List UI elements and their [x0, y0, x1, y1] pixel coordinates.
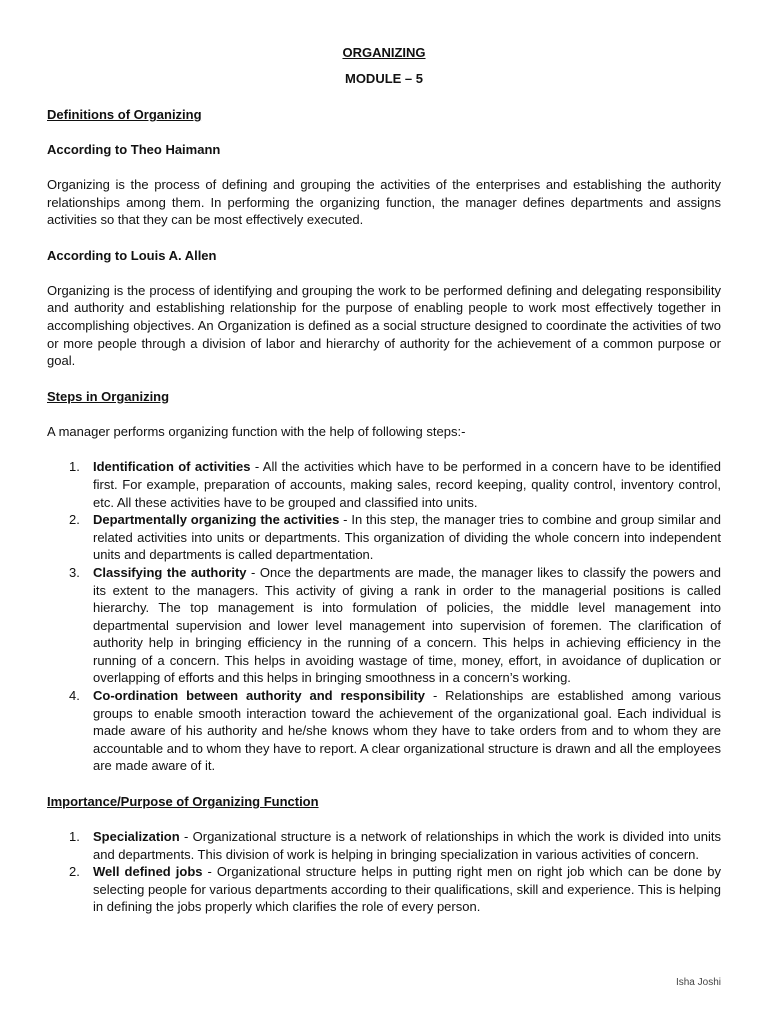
list-number: 1. [69, 459, 80, 475]
list-item [47, 564, 721, 687]
steps-heading: Steps in Organizing [47, 388, 170, 404]
allen-definition: Organizing is the process of identifying and grouping the work to be performed defining and delegating responsibility and authority and establishing relationship for the purpose of enabling people to work most effectively together in accomplishing objectives. An Organization is defined as a social structure designed to coordinate the activities of two or more people through a division of labor and hierarchy of authority for the achievement of a common purpose or goal. [47, 282, 721, 369]
list-item-text: - Once the departments are made, the manager likes to classify the powers and its extent to the managers. This activity of giving a rank in order to the managerial positions is called hierarchy. The top management is into formulation of policies, the middle level management into departmental supervision and lower level management into supervision of foremen. The clarification of authority help in bringing efficiency in the running of a concern. This helps in achieving efficiency in the running of a concern. This helps in avoiding wastage of time, money, effort, in avoidance of duplication or overlapping of efforts and this helps in bringing smoothness in a concern’s working. [93, 564, 721, 686]
list-item [47, 828, 721, 863]
list-item-title: Identification of activities [93, 459, 251, 475]
list-item-title: Classifying the authority [93, 564, 247, 580]
author-footer: Isha Joshi [675, 977, 721, 988]
list-item-text: - In this step, the manager tries to combine and group similar and related activities into units or departments. This organization of dividing the whole concern into independent units and departments is called departmentation. [93, 512, 721, 563]
list-number: 3. [69, 564, 80, 580]
allen-heading: According to Louis A. Allen [47, 247, 217, 263]
list-number: 2. [69, 512, 80, 528]
list-item [47, 863, 721, 916]
list-item-title: Co-ordination between authority and responsibility [93, 688, 426, 704]
list-item-title: Departmentally organizing the activities [93, 512, 340, 528]
definitions-heading: Definitions of Organizing [47, 107, 202, 122]
list-item-text: - Organizational structure helps in putting right men on right job which can be done by selecting people for various departments according to their qualifications, skill and experience. This is helping in defining the jobs properly which clarifies the role of every person. [93, 864, 721, 915]
page-title: ORGANIZING [342, 45, 426, 60]
steps-list [47, 458, 721, 775]
importance-heading: Importance/Purpose of Organizing Function [47, 794, 319, 810]
list-item [47, 458, 721, 511]
list-item [47, 687, 721, 775]
steps-intro: A manager performs organizing function with the help of following steps:- [47, 423, 466, 439]
list-item-text: - Organizational structure is a network of relationships in which the work is divided into units and departments. This division of work is helping in bringing specialization in various activities of concern. [93, 829, 721, 862]
list-item-text: - All the activities which have to be performed in a concern have to be identified first. For example, preparation of accounts, making sales, record keeping, quality control, inventory control, etc. All these activities have to be grouped and classified into units. [93, 459, 721, 510]
list-item-text: - Relationships are established among various groups to enable smooth interaction toward the achievement of the organizational goal. Each individual is made aware of his authority and he/she knows whom they have to take orders from and to whom they are accountable and to whom they have to report. A clear organizational structure is drawn and all the employees are made aware of it. [93, 688, 721, 774]
importance-list [47, 828, 721, 916]
list-item-title: Well defined jobs [93, 864, 203, 880]
list-number: 4. [69, 688, 80, 704]
haimann-definition: Organizing is the process of defining and grouping the activities of the enterprises and establishing the authority relationships among them. In performing the organizing function, the manager defines departments and assigns activities so that they can be most effectively executed. [47, 177, 721, 228]
list-number: 1. [69, 829, 80, 845]
module-label: MODULE – 5 [344, 71, 423, 86]
haimann-heading: According to Theo Haimann [47, 142, 221, 157]
list-item [47, 511, 721, 564]
list-number: 2. [69, 864, 80, 880]
list-item-title: Specialization [93, 829, 180, 845]
